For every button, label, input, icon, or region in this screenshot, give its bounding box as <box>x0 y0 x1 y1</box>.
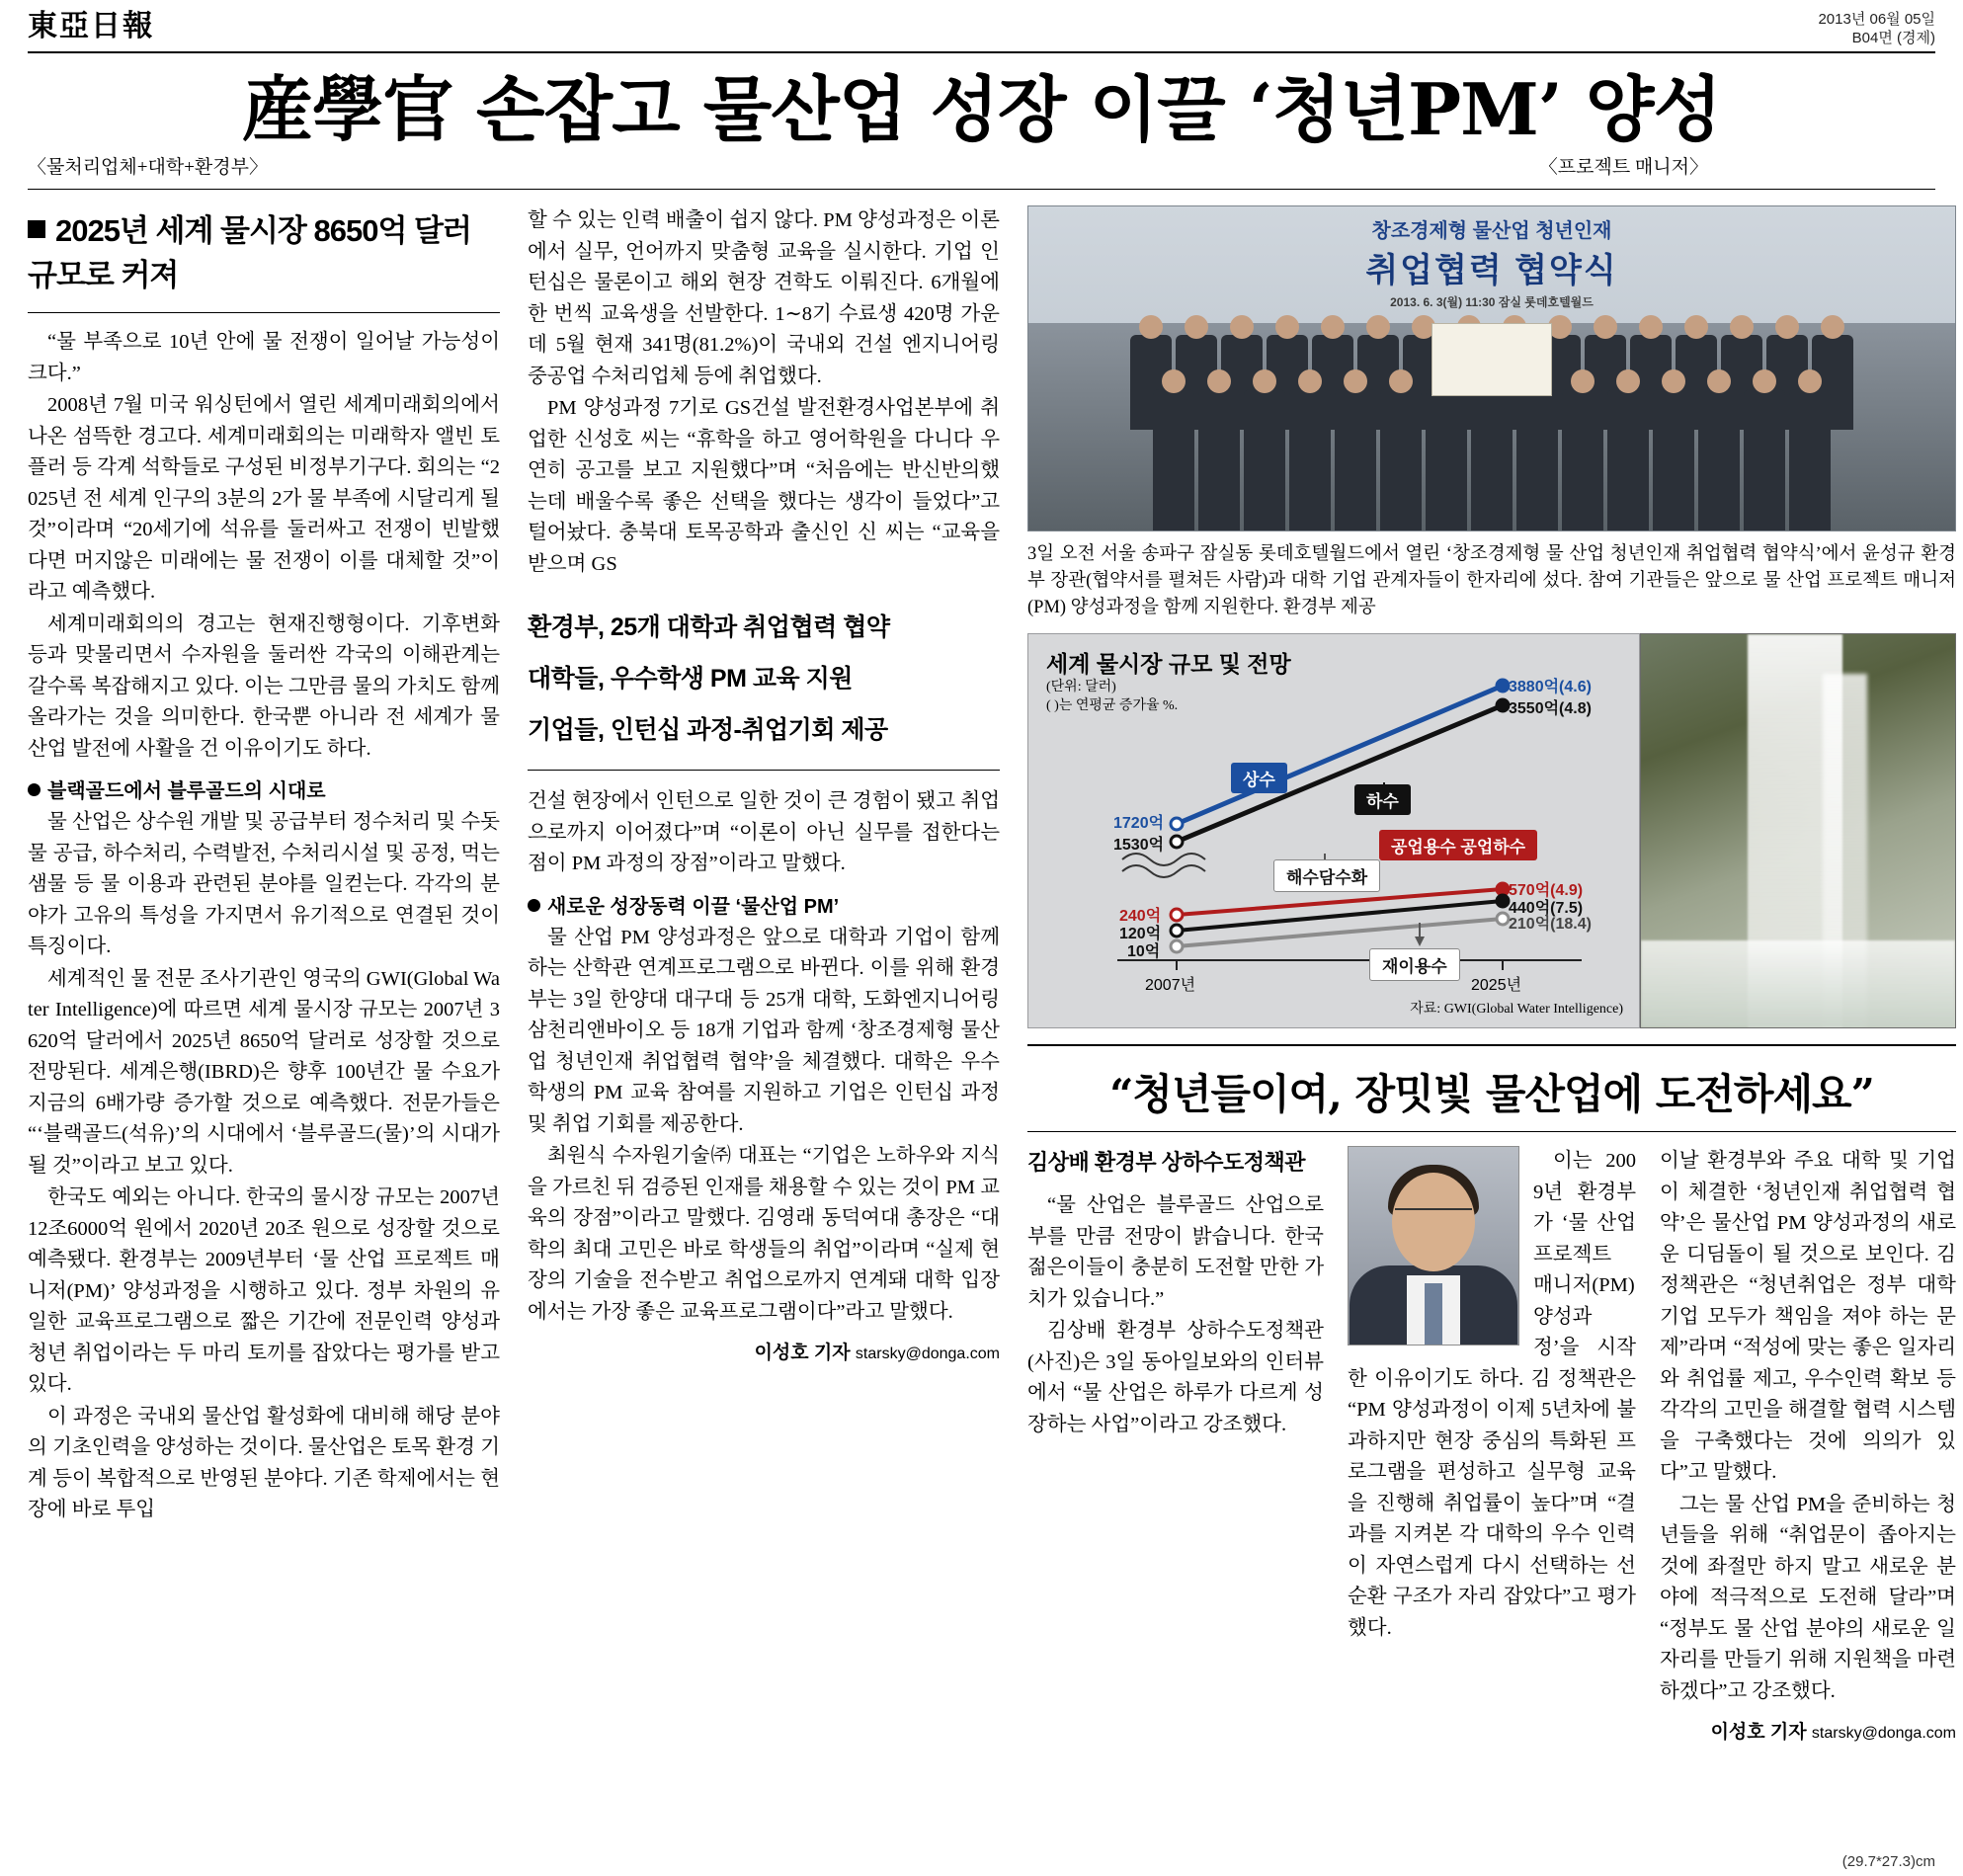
article-columns <box>28 205 1000 1744</box>
paragraph: 세계적인 물 전문 조사기관인 영국의 GWI(Global Water Intelligence)에 따르면 세계 물시장 규모는 2007년 3620억 달러에서 2025년 8650억 달러로 성장할 것으로 전망된다. 세계은행(IBRD)은 향후 100년간 물 수요가 지금의 6배가량 증가할 것으로 예측했다. 전문가들은 “‘블랙골드(석유)’의 시대에서 ‘블루골드(물)’의 시대가 될 것”이라고 보고 있다. <box>28 967 500 1177</box>
chart-unit-note: (단위: 달러) ( )는 연평균 증가율 %. <box>1046 680 1179 713</box>
issue-info <box>1818 10 1935 47</box>
paragraph: 물 산업 PM 양성과정은 앞으로 대학과 기업이 함께하는 산학관 연계프로그램으로 바뀐다. 이를 위해 환경부는 3일 한양대 대구대 등 25개 대학, 도화엔지니어링 삼천리앤바이오 등 18개 기업과 함께 ‘창조경제형 물산업 청년인재 취업협력 협약’을 체결했다. 대학은 우수 학생의 PM 교육 참여를 지원하고 기업은 인턴십 과정 및 취업 기회를 제공한다. <box>528 926 1000 1135</box>
feature-column-two <box>1348 1146 1636 1744</box>
banner-line-1: 창조경제형 물산업 청년인재 <box>1371 220 1612 242</box>
feature-body <box>1027 1146 1956 1744</box>
chart-and-photo-row <box>1027 633 1956 1028</box>
paragraph: “물 부족으로 10년 안에 물 전쟁이 일어날 가능성이 크다.” <box>28 331 500 384</box>
promo-line: 기업들, 인턴십 과정-취업기회 제공 <box>528 716 888 744</box>
divider-feature-2 <box>1027 1131 1956 1132</box>
promo-line: 대학들, 우수학생 PM 교육 지원 <box>528 665 853 693</box>
paragraph: 물 산업은 상수원 개발 및 공급부터 정수처리 및 수돗물 공급, 하수처리, 수력발전, 수처리시설 및 공정, 먹는 샘물 등 물 이용과 관련된 분야를 일컫는다. 각각의 분야가 고유의 특성을 가지면서 유기적으로 연결된 것이 특징이다. <box>28 811 500 957</box>
byline: 이성호 기자 starsky@donga.com <box>754 1343 1000 1363</box>
interviewee-name: 김상배 환경부 상하수도정책관 <box>1027 1150 1306 1175</box>
paragraph: 2008년 7월 미국 워싱턴에서 열린 세계미래회의에서 나온 섬뜩한 경고다. 세계미래회의는 미래학자 앨빈 토플러 등 각계 석학들로 구성된 비정부기구다. 회의는 “2025년 전 세계 인구의 3분의 2가 물 부족에 시달리게 될 것”이라며 “20세기에 석유를 둘러싸고 전쟁이 빈발했다면 머지않은 미래에는 물 전쟁이 이를 대체할 것”이라고 예측했다. <box>28 394 500 603</box>
chart-point-label: 3880억(4.6) <box>1509 679 1592 695</box>
column-two <box>528 205 1000 1744</box>
issue-date: 2013년 06월 05일 <box>1818 11 1935 28</box>
paragraph: 한국도 예외는 아니다. 한국의 물시장 규모는 2007년 12조6000억 원에서 2020년 20조 원으로 성장할 것으로 예측됐다. 환경부는 2009년부터 ‘물 산업 프로젝트 매니저(PM)’ 양성과정을 시행하고 있다. 정부 차원의 유일한 교육프로그램으로 짧은 기간에 전문인력 양성과 청년 취업이라는 두 마리 토끼를 잡았다는 평가를 받고 있다. <box>28 1186 500 1395</box>
promo-lines <box>528 602 1000 756</box>
waterfall-photo <box>1640 633 1956 1028</box>
chart-legend-재이용수: 재이용수 <box>1369 948 1460 981</box>
byline: 이성호 기자 starsky@donga.com <box>1710 1722 1956 1743</box>
round-bullet-icon <box>528 899 540 912</box>
chart-xtick: 2007년 <box>1145 977 1196 994</box>
chart-point-label: 240억 <box>1119 908 1162 925</box>
paragraph: 할 수 있는 인력 배출이 쉽지 않다. PM 양성과정은 이론에서 실무, 언어까지 맞춤형 교육을 실시한다. 기업 인턴십은 물론이고 해외 현장 견학도 이뤄진다. 6개월에 한 번씩 교육생을 선발한다. 1∼8기 수료생 420명 가운데 5월 현재 341명(81.2%)이 국내외 건설 엔지니어링 중공업 수처리업체 등에 취업했다. <box>528 209 1000 387</box>
paragraph: 이날 환경부와 주요 대학 및 기업이 체결한 ‘청년인재 취업협력 협약’은 물산업 PM 양성과정의 새로운 디딤돌이 될 것으로 보인다. 김 정책관은 “청년취업은 정부 대학 기업 모두가 책임을 져야 하는 문제”라며 “적성에 맞는 좋은 일자리와 취업률 제고, 우수인력 확보 등 각각의 고민을 해결할 협력 시스템을 구축했다는 것에 의의가 있다”고 말했다. <box>1660 1150 1956 1483</box>
chart-legend-해수담수화: 해수담수화 <box>1273 859 1380 892</box>
column-one <box>28 205 500 1744</box>
divider-promo <box>528 770 1000 771</box>
headline-note-right: 〈프로젝트 매니저〉 <box>1538 157 1708 178</box>
waterfall-pool <box>1641 940 1955 1027</box>
main-content <box>28 205 1956 1744</box>
masthead <box>28 10 1935 49</box>
paragraph: 그는 물 산업 PM을 준비하는 청년들을 위해 “취업문이 좁아지는 것에 좌절만 하지 말고 새로운 분야에 적극적으로 도전해 달라”며 “정부도 물 산업 분야의 새로운 일자리를 만들기 위해 지원책을 마련하겠다”고 강조했다. <box>1660 1493 1956 1702</box>
divider-headline <box>28 189 1935 190</box>
chart-point-label: 1530억 <box>1113 837 1165 854</box>
chart-legend-하수: 하수 <box>1354 784 1411 815</box>
chart-point-label: 120억 <box>1119 926 1162 942</box>
headline-block <box>28 53 1935 179</box>
glasses-icon <box>1395 1208 1472 1228</box>
paragraph: 이는 2009년 환경부가 ‘물 산업 프로젝트 매니저(PM) 양성과정’을 시작한 이유이기도 하다. 김 정책관은 “PM 양성과정이 이제 5년차에 불과하지만 현장 중심의 특화된 프로그램을 편성하고 실무형 교육을 진행해 취업률이 높다”며 “결과를 지켜본 각 대학의 우수 인력이 자연스럽게 다시 선택하는 선순환 구조가 자리 잡았다”고 평가했다. <box>1348 1150 1636 1639</box>
chart-point-label: 10억 <box>1127 943 1161 960</box>
paragraph: 김상배 환경부 상하수도정책관(사진)은 3일 동아일보와의 인터뷰에서 “물 산업은 하루가 다르게 성장하는 사업”이라고 강조했다. <box>1027 1320 1324 1435</box>
page-size-note: (29.7*27.3)cm <box>1841 1853 1935 1870</box>
chart-point-label: 440억(7.5) <box>1509 900 1584 917</box>
feature-column-three <box>1660 1146 1956 1744</box>
paragraph: 이 과정은 국내외 물산업 활성화에 대비해 해당 분야의 기초인력을 양성하는 것이다. 물산업은 토목 환경 기계 등이 복합적으로 반영된 분야다. 기존 학제에서는 현장에 바로 투입 <box>28 1405 500 1520</box>
feature-title: “청년들이여, 장밋빛 물산업에 도전하세요” <box>1109 1070 1874 1118</box>
page-number: B04면 (경제) <box>1851 30 1935 46</box>
chart-title: 세계 물시장 규모 및 전망 <box>1046 651 1291 677</box>
newspaper-logo: 東亞日報 <box>28 9 154 43</box>
chart-source: 자료: GWI(Global Water Intelligence) <box>1410 1002 1623 1017</box>
headline-note-left: 〈물처리업체+대학+환경부〉 <box>28 157 268 178</box>
feature-column-one <box>1027 1146 1324 1744</box>
page-title: 産學官 손잡고 물산업 성장 이끌 ‘청년PM’ 양성 <box>241 67 1722 151</box>
byline-email: starsky@donga.com <box>855 1346 1000 1362</box>
photo-banner <box>1365 214 1617 310</box>
chart-xtick: 2025년 <box>1471 977 1522 994</box>
banner-line-2: 취업협력 협약식 <box>1365 252 1618 289</box>
chart-point-label: 210억(18.4) <box>1509 916 1592 933</box>
paragraph: 최원식 수자원기술㈜ 대표는 “기업은 노하우와 지식을 가르친 뒤 검증된 인재를 채용할 수 있는 것이 PM 교육의 장점”이라고 말했다. 김영래 동덕여대 총장은 “대학의 최대 고민은 바로 학생들의 취업”이라며 “실제 현장의 기술을 전수받고 취업으로까지 연계돼 대학 입장에서는 가장 좋은 교육프로그램이다”라고 말했다. <box>528 1145 1000 1323</box>
paragraph: “물 산업은 블루골드 산업으로 부를 만큼 전망이 밝습니다. 한국 젊은이들이 충분히 도전할 만한 가치가 있습니다.” <box>1027 1194 1324 1310</box>
banner-line-3: 2013. 6. 3(월) 11:30 잠실 롯데호텔월드 <box>1390 295 1594 309</box>
photo-people-row-front <box>1028 389 1955 531</box>
chart-point-label: 570억(4.9) <box>1509 882 1584 899</box>
right-column <box>1027 205 1956 1744</box>
chart-legend-공업용수: 공업용수 공업하수 <box>1379 830 1537 860</box>
paragraph: 건설 현장에서 인턴으로 일한 것이 큰 경험이 됐고 취업으로까지 이어졌다”며 “이론이 아닌 실무를 접한다는 점이 PM 과정의 장점”이라고 말했다. <box>528 790 1000 874</box>
divider-feature <box>1027 1044 1956 1046</box>
water-market-chart <box>1027 633 1640 1028</box>
round-bullet-icon <box>28 783 41 796</box>
promo-line: 환경부, 25개 대학과 취업협력 협약 <box>528 613 890 641</box>
headline-notes <box>28 152 1935 179</box>
photo-caption: 3일 오전 서울 송파구 잠실동 롯데호텔월드에서 열린 ‘창조경제형 물 산업 청년인재 취업협력 협약식’에서 윤성규 환경부 장관(협약서를 펼쳐든 사람)과 대학 기업 관계자들이 한자리에 섰다. 참여 기관들은 앞으로 물 산업 프로젝트 매니저(PM) 양성과정을 함께 지원한다. 환경부 제공 <box>1027 544 1956 617</box>
paragraph: 세계미래회의의 경고는 현재진행형이다. 기후변화 등과 맞물리면서 수자원을 둘러싼 각국의 이해관계는 갈수록 복잡해지고 있다. 이는 그만큼 물의 가치도 함께 올라가는 것을 의미한다. 한국뿐 아니라 전 세계가 물 산업 발전에 사활을 건 이유이기도 하다. <box>28 612 500 760</box>
ceremony-photo <box>1027 205 1956 531</box>
square-bullet-icon <box>28 220 45 238</box>
interviewee-portrait <box>1348 1146 1519 1346</box>
byline-email: starsky@donga.com <box>1811 1725 1956 1742</box>
agreement-document <box>1431 323 1552 396</box>
paragraph: PM 양성과정 7기로 GS건설 발전환경사업본부에 취업한 신성호 씨는 “휴학을 하고 영어학원을 다니다 우연히 공고를 보고 지원했다”며 “처음에는 반신반의했는데 배울수록 좋은 선택을 했다는 생각이 들었다”고 털어놨다. 충북대 토목공학과 출신인 신 씨는 “교육을 받으며 GS <box>528 397 1000 575</box>
chart-point-label: 3550억(4.8) <box>1509 700 1592 717</box>
subheading: 새로운 성장동력 이끌 ‘물산업 PM’ <box>528 890 1000 919</box>
divider-kicker <box>28 312 500 313</box>
chart-point-label: 1720억 <box>1113 815 1165 832</box>
subheading: 블랙골드에서 블루골드의 시대로 <box>28 775 500 803</box>
section-kicker: 2025년 세계 물시장 8650억 달러 규모로 커져 <box>28 213 471 292</box>
chart-legend-상수: 상수 <box>1231 763 1287 793</box>
